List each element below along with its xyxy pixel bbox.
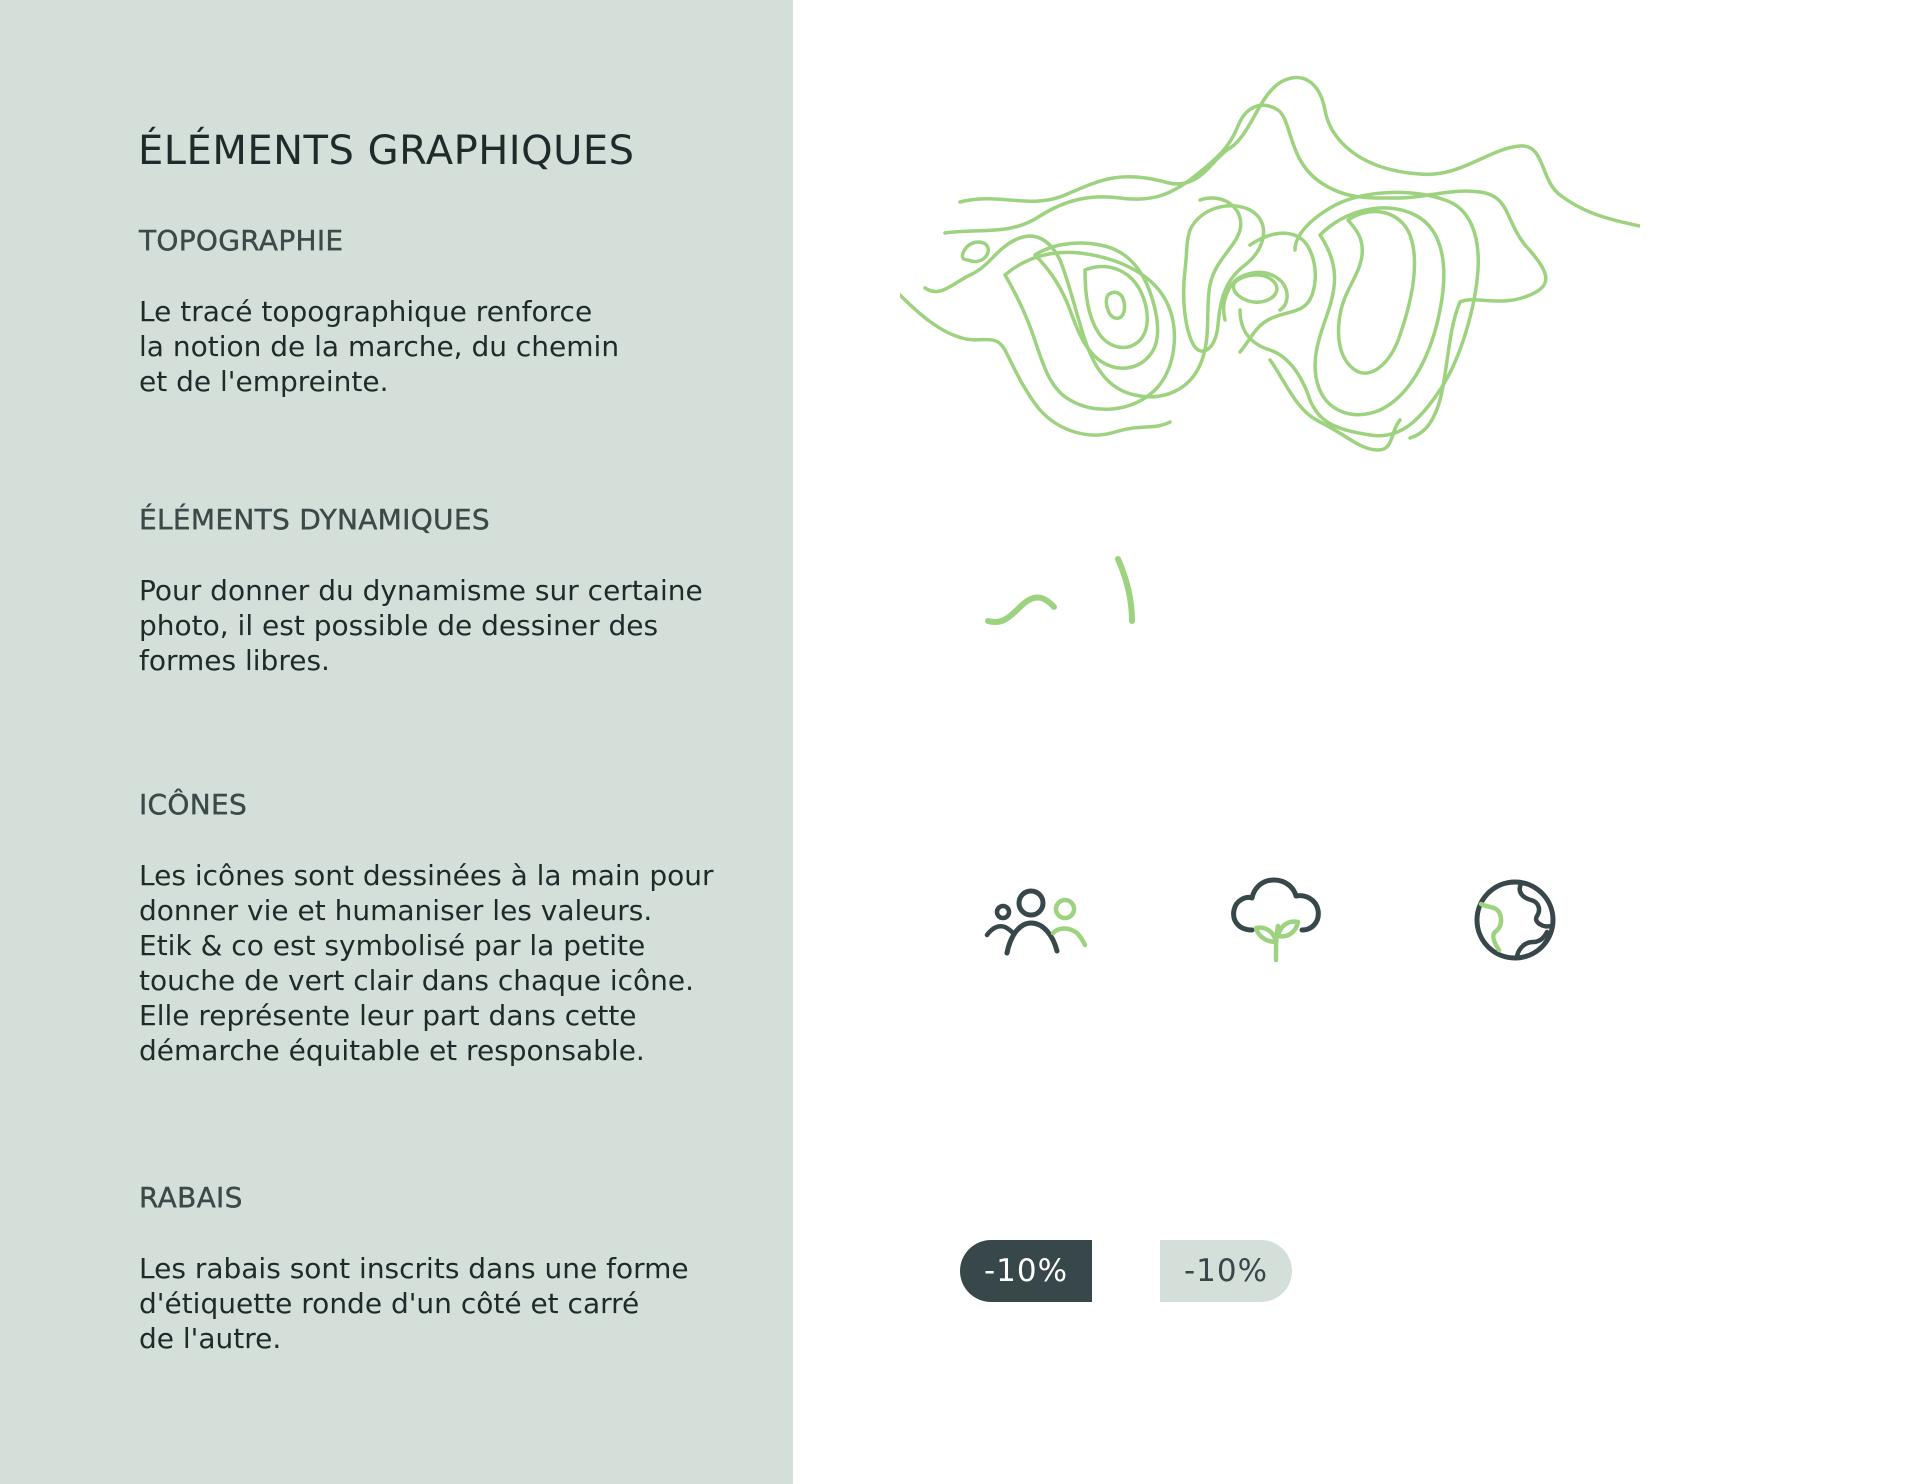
section-body: Les icônes sont dessinées à la main pour donner vie et humaniser les valeurs. Etik & co est symbolisé par la petite touche de vert clair dans chaque icône. Elle représente leur part dans cette démarche équitable et responsable. [139,858,714,1067]
section-heading: TOPOGRAPHIE [139,224,344,257]
section-rabais [139,1181,759,1356]
section-heading: ÉLÉMENTS DYNAMIQUES [139,503,490,536]
section-icones [139,788,759,1068]
tree-icon [1218,868,1338,968]
left-panel [0,0,793,1484]
people-icon [973,875,1093,975]
page-title: ÉLÉMENTS GRAPHIQUES [138,128,635,174]
discount-tag-dark: -10% [960,1240,1092,1302]
section-heading: RABAIS [139,1181,243,1214]
section-body: Pour donner du dynamisme sur certaine photo, il est possible de dessiner des formes libres. [139,573,703,677]
topography-illustration [900,70,1640,480]
dynamic-strokes-illustration [970,555,1140,640]
globe-icon [1455,870,1575,970]
section-heading: ICÔNES [139,788,248,821]
section-elements-dynamiques [139,503,759,678]
discount-tag-light: -10% [1160,1240,1292,1302]
section-body: Le tracé topographique renforce la notion de la marche, du chemin et de l'empreinte. [139,294,620,398]
section-topographie [139,224,759,399]
section-body: Les rabais sont inscrits dans une forme d'étiquette ronde d'un côté et carré de l'autre. [139,1251,689,1355]
